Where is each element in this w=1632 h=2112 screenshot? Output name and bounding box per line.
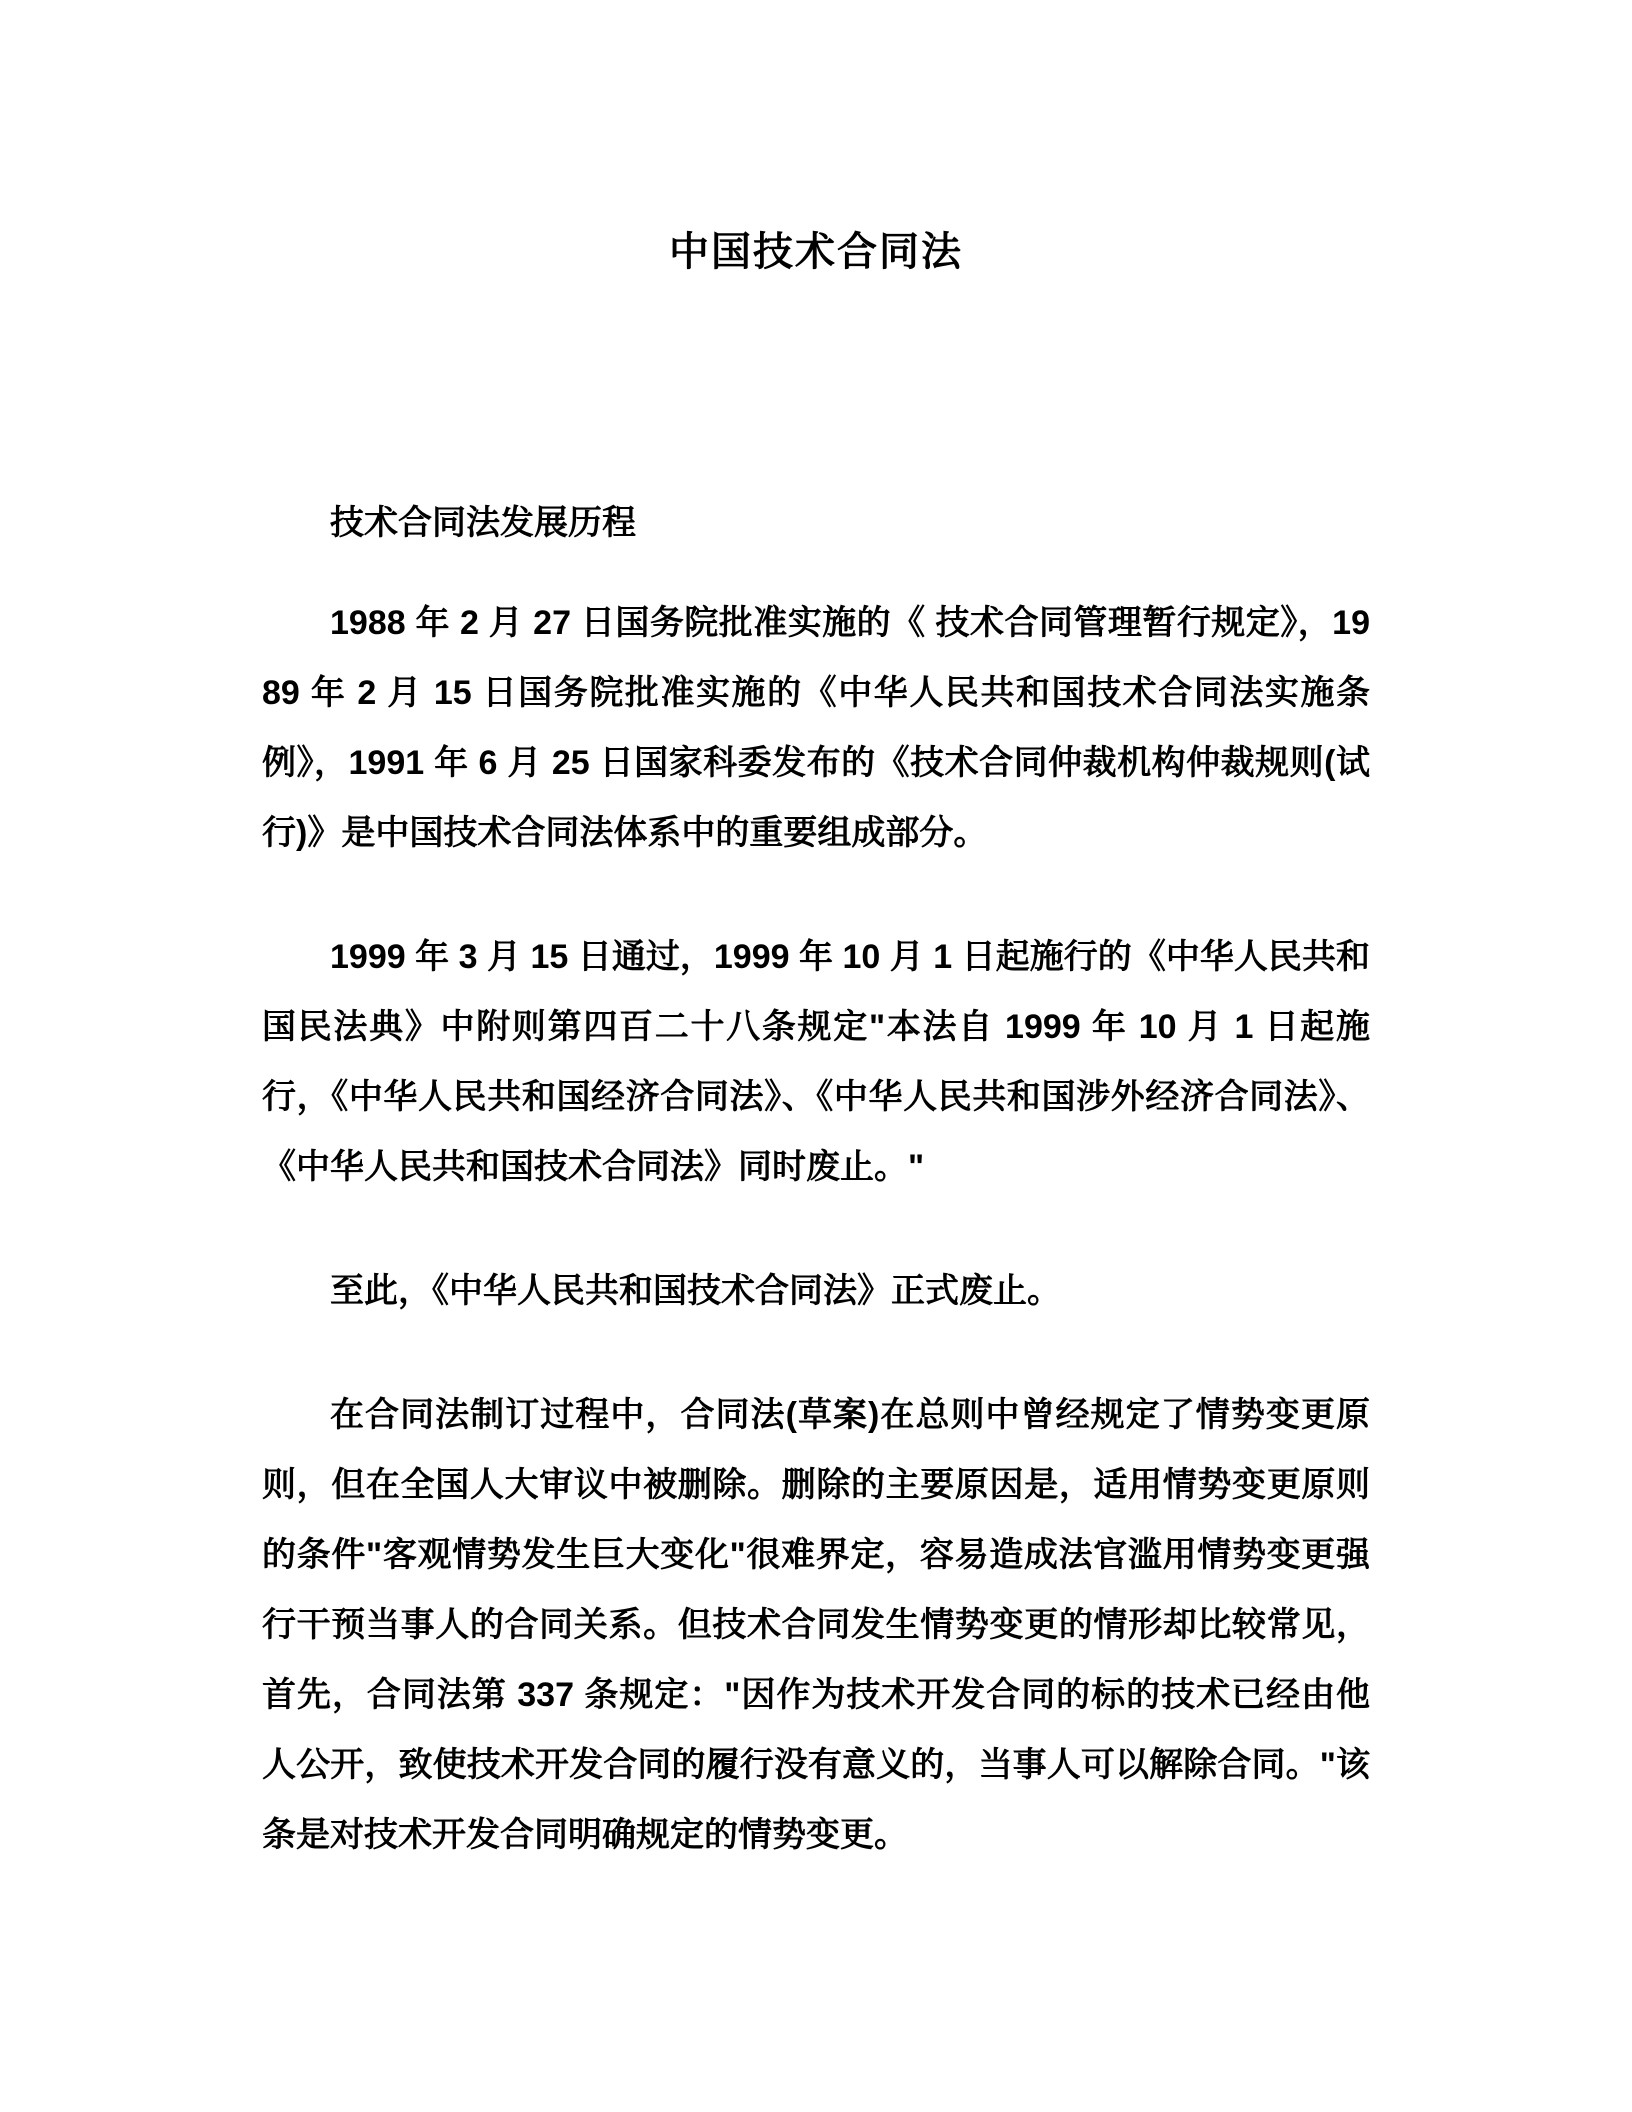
paragraph-formal-repeal: 至此，《中华人民共和国技术合同法》正式废止。 bbox=[330, 1272, 1061, 1310]
paragraph-history-regulations: 1988 年 2 月 27 日国务院批准实施的《 技术合同管理暂行规定》，1989 年 2 月 15 日国务院批准实施的《中华人民共和国技术合同法实施条例》，1991 年 6 月 25 日国家科委发布的《技术合同仲裁机构仲裁规则(试行)》是中国技术合同法体系中的重要组成部分。 bbox=[262, 604, 1370, 852]
document-body bbox=[262, 488, 1370, 1870]
paragraph-1999-repeal-provision: 1999 年 3 月 15 日通过，1999 年 10 月 1 日起施行的《中华人民共和国民法典》中附则第四百二十八条规定"本法自 1999 年 10 月 1 日起施行，《中华人民共和国经济合同法》、《中华人民共和国涉外经济合同法》、《中华人民共和国技术合同法》同时废止。" bbox=[262, 938, 1370, 1186]
section-heading: 技术合同法发展历程 bbox=[330, 504, 636, 542]
document-title: 中国技术合同法 bbox=[669, 230, 963, 274]
paragraph-change-of-circumstances: 在合同法制订过程中，合同法(草案)在总则中曾经规定了情势变更原则，但在全国人大审议中被删除。删除的主要原因是，适用情势变更原则的条件"客观情势发生巨大变化"很难界定，容易造成法官滥用情势变更强行干预当事人的合同关系。但技术合同发生情势变更的情形却比较常见，首先，合同法第 337 条规定："因作为技术开发合同的标的技术已经由他人公开，致使技术开发合同的履行没有意义的，当事人可以解除合同。"该条是对技术开发合同明确规定的情势变更。 bbox=[262, 1396, 1370, 1854]
